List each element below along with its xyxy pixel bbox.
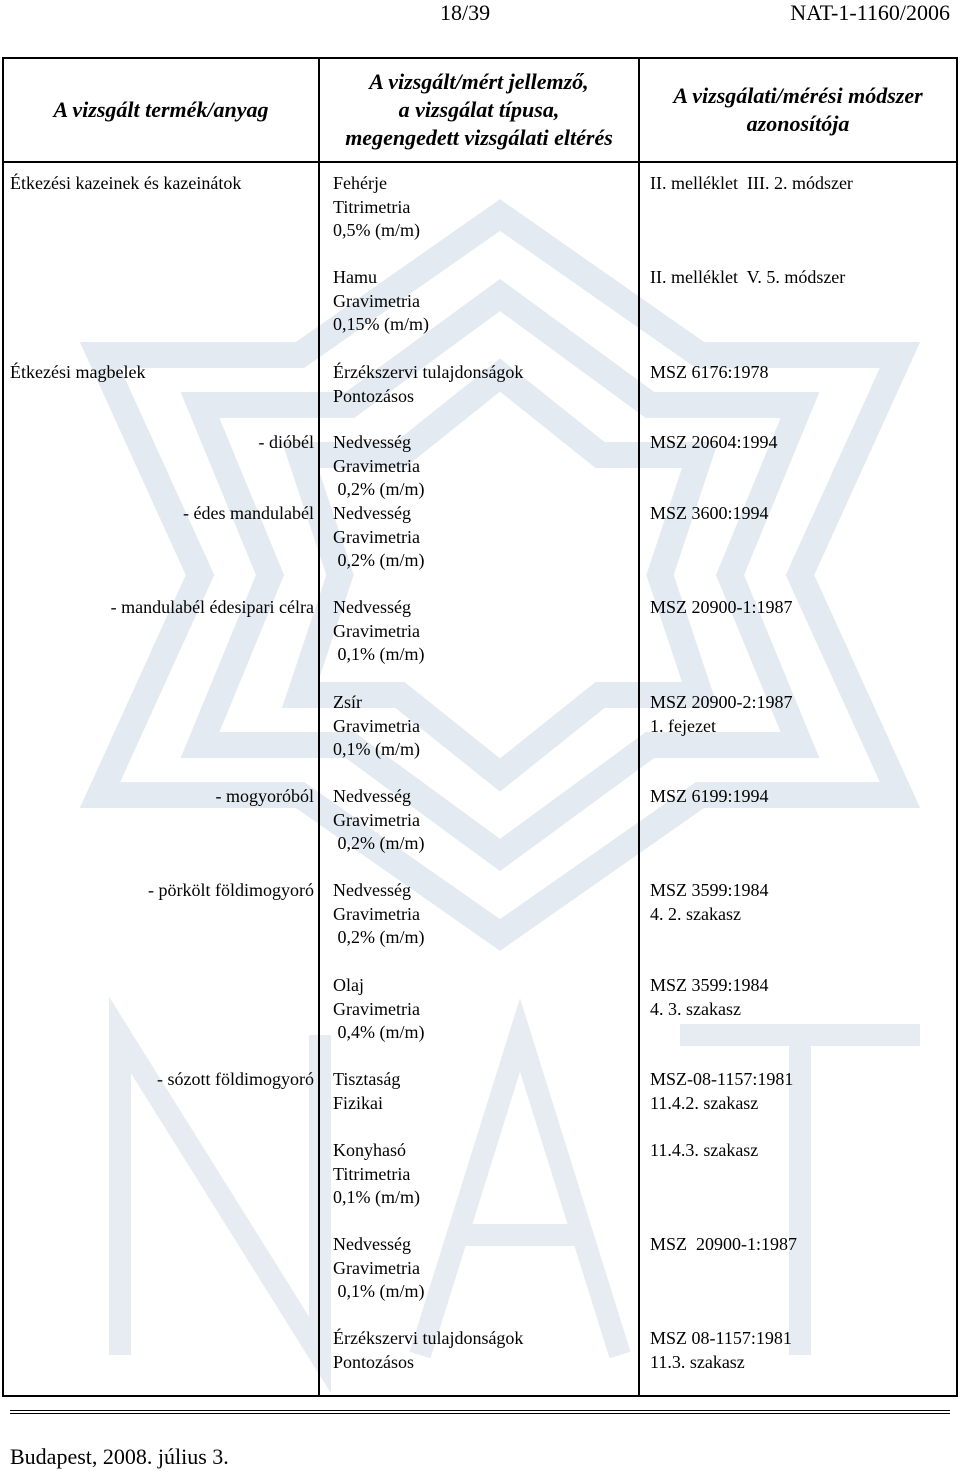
method-line: MSZ 6199:1994 — [650, 786, 769, 806]
property-line: Konyhasó — [333, 1140, 406, 1160]
table-cell-product: - dióbél — [258, 432, 314, 452]
property-line: Gravimetria — [333, 998, 420, 1019]
table-cell-property — [333, 431, 425, 502]
property-line: 0,1% (m/m) — [333, 1187, 420, 1207]
column-divider — [318, 57, 320, 1397]
property-line: 0,2% (m/m) — [333, 833, 425, 853]
table-cell-property — [333, 1233, 425, 1304]
table-cell-method — [650, 974, 769, 1021]
table-cell-property — [333, 974, 425, 1045]
property-line: Érzékszervi tulajdonságok — [333, 362, 524, 382]
table-cell-property — [333, 1139, 420, 1210]
method-line: II. melléklet III. 2. módszer — [650, 173, 853, 193]
method-line: MSZ 3599:1984 — [650, 975, 769, 995]
table-cell-product: Étkezési magbelek — [10, 362, 146, 382]
footer-place-date: Budapest, 2008. július 3. — [10, 1444, 229, 1469]
column-header-method — [640, 60, 956, 160]
table-cell-method — [650, 1139, 758, 1163]
property-line: Zsír — [333, 692, 362, 712]
property-line: Gravimetria — [333, 903, 420, 924]
property-line: 0,1% (m/m) — [333, 1281, 425, 1301]
table-cell-product: - pörkölt földimogyoró — [148, 880, 314, 900]
property-line: 0,5% (m/m) — [333, 220, 420, 240]
footer-rule — [10, 1410, 950, 1411]
table-cell-product: - mogyoróból — [215, 786, 314, 806]
table-cell-method — [650, 691, 793, 738]
column-header-property — [320, 60, 638, 160]
table-cell-property — [333, 266, 429, 337]
method-line: II. melléklet V. 5. módszer — [650, 267, 846, 287]
footer-rule — [10, 1413, 950, 1414]
table-cell-method — [650, 596, 793, 620]
property-line: Fehérje — [333, 173, 387, 193]
table-cell-property — [333, 1068, 400, 1115]
table-cell-method — [650, 1233, 797, 1257]
table-cell-method — [650, 502, 769, 526]
property-line: Gravimetria — [333, 526, 420, 547]
property-line: 0,2% (m/m) — [333, 550, 425, 570]
document-id: NAT-1-1160/2006 — [790, 0, 950, 25]
property-line: Gravimetria — [333, 715, 420, 736]
property-line: 0,1% (m/m) — [333, 739, 420, 759]
property-line: 0,4% (m/m) — [333, 1022, 425, 1042]
property-line: Gravimetria — [333, 290, 420, 311]
property-line: Nedvesség — [333, 503, 411, 523]
column-divider — [638, 57, 640, 1397]
column-header-product — [4, 60, 318, 160]
table-cell-method — [650, 1327, 792, 1374]
property-line: Nedvesség — [333, 432, 411, 452]
property-line: Pontozásos — [333, 1351, 414, 1372]
property-line: Pontozásos — [333, 385, 414, 406]
method-line: MSZ 08-1157:1981 — [650, 1328, 792, 1348]
table-cell-property — [333, 361, 523, 408]
method-line: MSZ 20900-1:1987 — [650, 1234, 798, 1254]
table-cell-property — [333, 785, 425, 856]
header-divider — [2, 161, 958, 163]
property-line: 0,15% (m/m) — [333, 314, 429, 334]
table-cell-product: - édes mandulabél — [183, 503, 314, 523]
table-cell-method — [650, 1068, 793, 1115]
property-line: 0,2% (m/m) — [333, 479, 425, 499]
table-cell-method — [650, 361, 769, 385]
property-line: Gravimetria — [333, 809, 420, 830]
property-line: 0,1% (m/m) — [333, 644, 425, 664]
table-cell-method — [650, 266, 845, 290]
method-line: 11.4.2. szakasz — [650, 1092, 759, 1113]
column-header-line: A vizsgált termék/anyag — [53, 97, 269, 122]
method-line: MSZ 20900-1:1987 — [650, 597, 793, 617]
method-line: MSZ 20604:1994 — [650, 432, 778, 452]
table-cell-product: Étkezési kazeinek és kazeinátok — [10, 173, 242, 193]
method-line: MSZ 6176:1978 — [650, 362, 769, 382]
method-line: 11.4.3. szakasz — [650, 1140, 759, 1160]
property-line: Titrimetria — [333, 196, 411, 217]
table-cell-method — [650, 785, 769, 809]
property-line: Gravimetria — [333, 620, 420, 641]
method-line: 11.3. szakasz — [650, 1351, 745, 1372]
property-line: Gravimetria — [333, 455, 420, 476]
table-cell-property — [333, 596, 425, 667]
table-cell-product: - sózott földimogyoró — [157, 1069, 314, 1089]
property-line: Titrimetria — [333, 1163, 411, 1184]
method-line: 1. fejezet — [650, 715, 716, 736]
table-frame — [2, 57, 958, 1397]
table-cell-property — [333, 1327, 523, 1374]
property-line: Nedvesség — [333, 880, 411, 900]
method-line: MSZ 3599:1984 — [650, 880, 769, 900]
method-line: 4. 3. szakasz — [650, 998, 741, 1019]
property-line: Érzékszervi tulajdonságok — [333, 1328, 524, 1348]
property-line: Nedvesség — [333, 597, 411, 617]
method-line: MSZ 20900-2:1987 — [650, 692, 793, 712]
property-line: Fizikai — [333, 1092, 383, 1113]
column-header-line: A vizsgálati/mérési módszer — [673, 83, 923, 108]
table-cell-method — [650, 431, 778, 455]
table-cell-method — [650, 879, 769, 926]
table-cell-method — [650, 172, 853, 196]
method-line: MSZ-08-1157:1981 — [650, 1069, 794, 1089]
table-cell-property — [333, 879, 425, 950]
column-header-line: A vizsgált/mért jellemző, — [369, 69, 589, 94]
table-cell-property — [333, 172, 420, 243]
property-line: Hamu — [333, 267, 377, 287]
method-line: MSZ 3600:1994 — [650, 503, 769, 523]
property-line: Tisztaság — [333, 1069, 401, 1089]
column-header-line: a vizsgálat típusa, — [398, 97, 560, 122]
table-cell-product: - mandulabél édesipari célra — [110, 597, 314, 617]
table-cell-property — [333, 691, 420, 762]
property-line: Olaj — [333, 975, 364, 995]
property-line: 0,2% (m/m) — [333, 927, 425, 947]
page-number: 18/39 — [440, 0, 491, 25]
table-cell-property — [333, 502, 425, 573]
property-line: Nedvesség — [333, 1234, 411, 1254]
property-line: Gravimetria — [333, 1257, 420, 1278]
column-header-line: azonosítója — [746, 111, 850, 136]
method-line: 4. 2. szakasz — [650, 903, 741, 924]
column-header-line: megengedett vizsgálati eltérés — [345, 125, 613, 150]
property-line: Nedvesség — [333, 786, 411, 806]
